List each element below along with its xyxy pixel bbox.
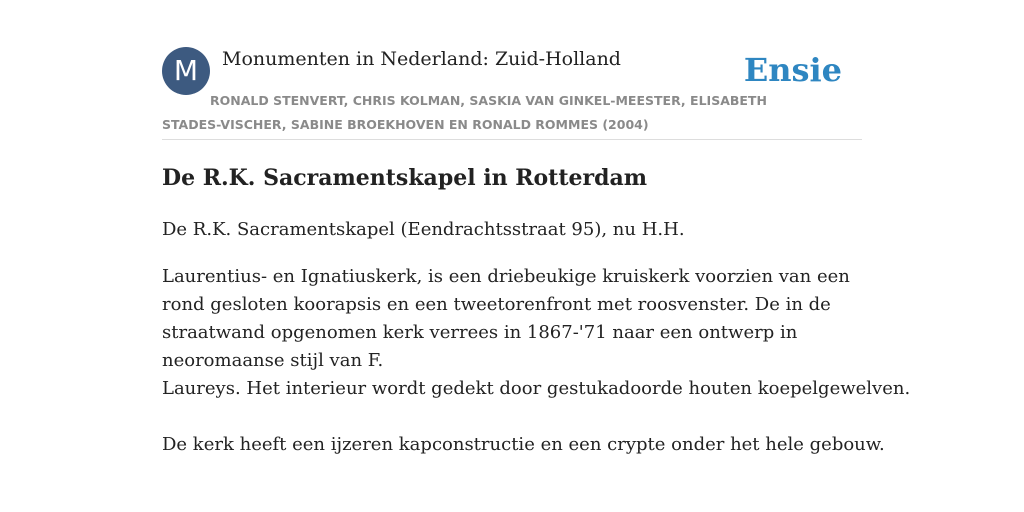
article-paragraph-3: Laureys. Het interieur wordt gedekt door gestukadoorde houten koepelgewelven.	[162, 378, 911, 399]
article-paragraph-2: Laurentius- en Ignatiuskerk, is een driebeukige kruiskerk voorzien van een rond gesloten koorapsis en een tweetorenfront met roosvenster. De in de straatwand opgenomen kerk verrees in 1867-'71 naar een ontwerp in neoromaanse stijl van F.	[162, 266, 850, 371]
article-paragraph-1: De R.K. Sacramentskapel (Eendrachtsstraat 95), nu H.H.	[162, 219, 685, 240]
article-title: De R.K. Sacramentskapel in Rotterdam	[162, 165, 648, 191]
avatar: M	[162, 47, 210, 95]
authors-line: RONALD STENVERT, CHRIS KOLMAN, SASKIA VAN GINKEL-MEESTER, ELISABETH STADES-VISCHER, SABINE BROEKHOVEN EN RONALD ROMMES (2004)	[162, 93, 767, 132]
page-container	[162, 0, 911, 455]
brand-logo[interactable]: Ensie	[743, 51, 842, 89]
header	[162, 0, 862, 140]
article-paragraph-4: De kerk heeft een ijzeren kapconstructie en een crypte onder het hele gebouw.	[162, 434, 885, 455]
book-title[interactable]: Monumenten in Nederland: Zuid-Holland	[222, 48, 621, 70]
